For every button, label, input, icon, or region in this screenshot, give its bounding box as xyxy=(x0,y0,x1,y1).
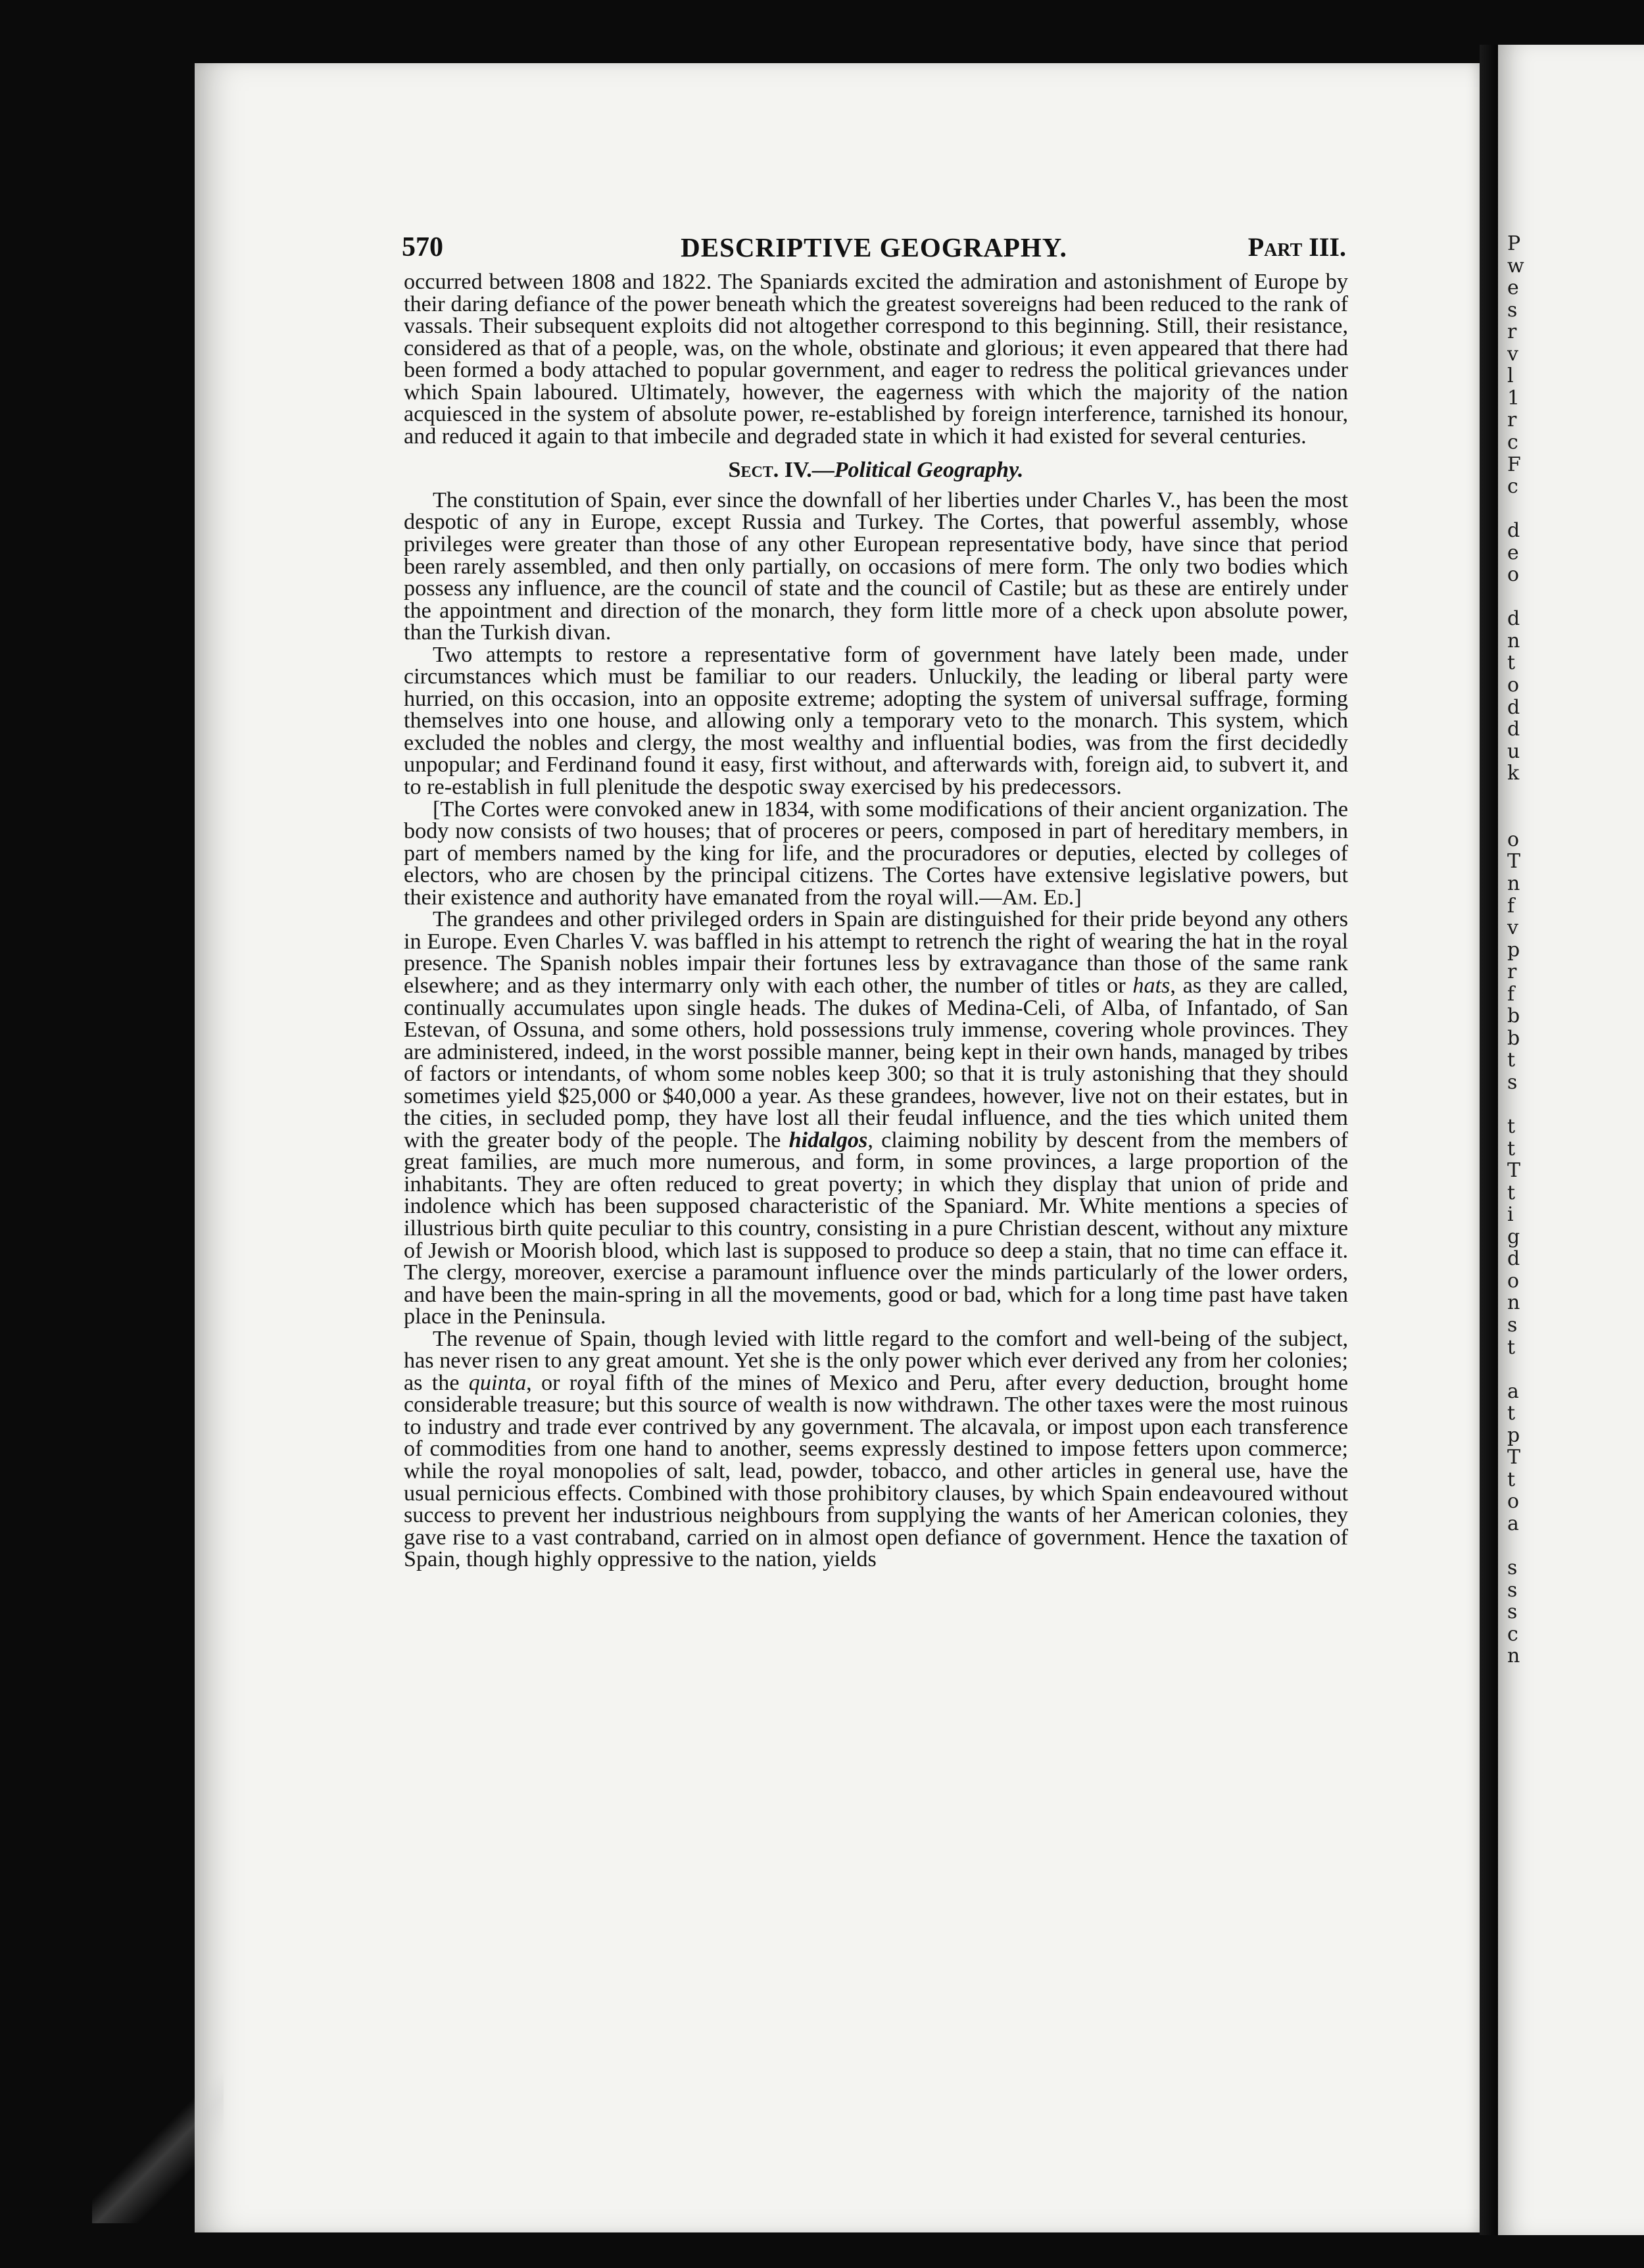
editor-note-close: ] xyxy=(1074,885,1082,910)
paragraph-representative-attempts: Two attempts to restore a representative form of government have lately been made, under circumstances which must be familiar to our readers. Unluckily, the leading or liberal party were hurried, on this occasion, into an opposite extreme; adopting the system of universal suffrage, forming themselves into one house, and allowing only a temporary veto to the monarch. This system, which excluded the nobles and clergy, the most wealthy and influential bodies, was from the first decidedly unpopular; and Ferdinand found it easy, first without, and afterwards with, foreign aid, to subvert it, and to re-establish in full plenitude the despotic sway exercised by his predecessors. xyxy=(404,642,1348,800)
facing-page-letter: e xyxy=(1507,276,1519,300)
editor-signature: Am. Ed. xyxy=(1002,885,1075,910)
gutter-shadow xyxy=(1480,45,1498,2235)
facing-page-letter: 1 xyxy=(1507,386,1520,410)
grandees-text-b: , as they are called, continually accumulates upon single heads. The dukes of Medina-Celi, of Alba, of Infantado, of San Estevan, of Ossuna, and some others, hold possessions truly immense, covering whole provinces. They are administered, indeed, in the worst possible manner, being kept in their own hands, managed by tribes of factors or intendants, of whom some nobles keep 300; so that it is truly astonishing that they should sometimes yield $25,000 or $40,000 a year. As these grandees, however, live not on their estates, but in the cities, in secluded pomp, they have lost all their feudal influence, and the ties which united them with the greater body of the people. The xyxy=(404,973,1348,1152)
facing-page-letter: l xyxy=(1507,364,1514,388)
facing-page-letter: a xyxy=(1507,1379,1519,1403)
page-number: 570 xyxy=(402,232,443,262)
section-label: Sect. IV.— xyxy=(728,458,834,483)
facing-page-letter: s xyxy=(1507,1556,1518,1579)
facing-page-letter: f xyxy=(1507,982,1515,1006)
facing-page-letter: F xyxy=(1507,453,1521,476)
facing-page-letter: v xyxy=(1507,342,1518,366)
facing-page-letter: e xyxy=(1507,541,1519,564)
term-quinta: quinta xyxy=(468,1370,527,1395)
facing-page-letter: t xyxy=(1507,1115,1516,1138)
term-hats: hats xyxy=(1132,973,1171,998)
facing-page-letter: s xyxy=(1507,298,1518,322)
facing-page-letter: g xyxy=(1507,1225,1520,1248)
facing-page-letter: o xyxy=(1507,1269,1520,1293)
facing-page-letter: c xyxy=(1507,430,1518,454)
facing-page-letter: d xyxy=(1507,695,1520,719)
facing-page-letter: n xyxy=(1507,1291,1520,1315)
facing-page-letter: n xyxy=(1507,1644,1520,1668)
editor-note-text: [The Cortes were convoked anew in 1834, with some modifications of their ancient organization. The body now consists of two houses; that of proceres or peers, composed in part of hereditary members, in part of members named by the king for life, and the procuradores or deputies, elected by colleges of electors, who are chosen by the principal citizens. The Cortes have extensive legislative powers, but their existence and authority have emanated from the royal will.— xyxy=(404,797,1348,910)
facing-page-letter: r xyxy=(1507,960,1517,984)
facing-page-letter: t xyxy=(1507,1181,1516,1204)
facing-page-letter: i xyxy=(1507,1203,1514,1227)
facing-page-letter: w xyxy=(1507,254,1524,278)
facing-page-letter: n xyxy=(1507,629,1520,653)
revenue-text-a: The revenue of Spain, though levied with little regard to the comfort and well-being of the subject, has never risen to any great amount. Yet she is the only power which ever derived any from her colonies; as the xyxy=(404,1326,1348,1395)
page-corner-mark xyxy=(92,2072,224,2223)
facing-page-letter: t xyxy=(1507,1467,1516,1491)
facing-page-letter: r xyxy=(1507,320,1517,344)
grandees-text-c: , claiming nobility by descent from the members of great families, are much more numerous, and form, in some provinces, a large proportion of the inhabitants. They are often reduced to great poverty; in which they display that union of pride and indolence which has been supposed characteristic of the Spaniard. Mr. White mentions a species of illustrious birth quite peculiar to this country, consisting in a pure Christian descent, without any mixture of Jewish or Moorish blood, which last is supposed to produce so deep a stain, that no time can efface it. The clergy, moreover, exercise a paramount influence over the minds particularly of the lower orders, and have been the main-spring in all the movements, good or bad, which for a long time past have taken place in the Peninsula. xyxy=(404,1127,1348,1329)
facing-page-letter: P xyxy=(1507,232,1521,255)
revenue-text-b: , or royal fifth of the mines of Mexico and Peru, after every deduction, brought home considerable treasure; but this source of wealth is now withdrawn. The other taxes were the most ruinous to industry and trade ever contrived by any government. The alcavala, or impost upon each transference of commodities from one hand to another, seems expressly destined to impose fetters upon commerce; while the royal monopolies of salt, lead, powder, tobacco, and other articles in general use, have the usual pernicious effects. Combined with those prohibitory clauses, by which Spain endeavoured without success to prevent her industrious neighbours from supplying the wants of her American colonies, they gave rise to a vast contraband, carried on in almost open defiance of government. Hence the taxation of Spain, though highly oppressive to the nation, yields xyxy=(404,1370,1348,1572)
facing-page-letter: s xyxy=(1507,1313,1518,1337)
facing-page-letter: r xyxy=(1507,408,1517,432)
facing-page-letter: T xyxy=(1507,1159,1521,1183)
facing-page-letter: f xyxy=(1507,894,1515,918)
facing-page-letter: t xyxy=(1507,651,1516,675)
facing-page-letter: p xyxy=(1507,938,1520,962)
paragraph-revenue xyxy=(404,1328,1348,1571)
section-heading xyxy=(404,459,1348,481)
facing-page-letter: k xyxy=(1507,762,1520,785)
facing-page-edge xyxy=(1498,45,1644,2235)
facing-page-letter: t xyxy=(1507,1048,1516,1072)
facing-page-letter: p xyxy=(1507,1423,1520,1447)
term-hidalgos: hidalgos xyxy=(788,1127,868,1152)
facing-page-letter: u xyxy=(1507,739,1520,763)
facing-page-letter: t xyxy=(1507,1137,1516,1160)
running-title: DESCRIPTIVE GEOGRAPHY. xyxy=(681,232,1067,262)
facing-page-letter: s xyxy=(1507,1600,1518,1624)
facing-page-letter: c xyxy=(1507,1622,1518,1646)
facing-page-letter: T xyxy=(1507,1446,1521,1469)
facing-page-letter: d xyxy=(1507,607,1520,631)
paragraph-constitution: The constitution of Spain, ever since the downfall of her liberties under Charles V., has been the most despotic of any in Europe, except Russia and Turkey. The Cortes, that powerful assembly, whose privileges were greater than those of any other European representative body, have since that period been rarely assembled, and then only partially, on occasions of mere form. The only two bodies which possess any influence, are the council of state and the council of Castile; but as these are entirely under the appointment and direction of the monarch, they form little more of a check upon absolute power, than the Turkish divan. xyxy=(404,487,1348,645)
facing-page-letter: v xyxy=(1507,916,1518,940)
facing-page-letter: o xyxy=(1507,674,1520,697)
running-header xyxy=(402,232,1346,263)
part-label: Part III. xyxy=(1247,232,1346,262)
section-title: Political Geography. xyxy=(834,458,1024,483)
facing-page-letter: o xyxy=(1507,563,1520,587)
paragraph-grandees xyxy=(404,908,1348,1327)
facing-page-letter: s xyxy=(1507,1578,1518,1602)
grandees-text-a: The grandees and other privileged orders in Spain are distinguished for their pride beyond any others in Europe. Even Charles V. was baffled in his attempt to retrench the right of wearing the hat in the royal presence. The Spanish nobles impair their fortunes less by extravagance than those of the same rank elsewhere; and as they intermarry only with each other, the number of titles or xyxy=(404,907,1348,998)
facing-page-letter: c xyxy=(1507,475,1518,499)
facing-page-letter: t xyxy=(1507,1402,1516,1425)
paragraph-continued: occurred between 1808 and 1822. The Spaniards excited the admiration and astonishment of Europe by their daring defiance of the power beneath which the greatest sovereigns had been reduced to the rank of vassals. Their subsequent exploits did not altogether correspond to this beginning. Still, their resistance, considered as that of a people, was, on the whole, obstinate and glorious; it even appeared that there had been formed a body attached to popular government, and eager to redress the political grievances under which Spain laboured. Ultimately, however, the eagerness with which the majority of the nation acquiesced in the system of absolute power, re-established by foreign interference, tarnished its honour, and reduced it again to that imbecile and degraded state in which it had existed for several centuries. xyxy=(404,270,1348,449)
facing-page-letter: o xyxy=(1507,827,1520,851)
facing-page-letter: a xyxy=(1507,1512,1519,1535)
facing-page-letter: b xyxy=(1507,1026,1520,1050)
facing-page-letter: d xyxy=(1507,718,1520,741)
facing-page-letter: T xyxy=(1507,850,1521,874)
facing-page-letter: o xyxy=(1507,1490,1520,1514)
facing-page-letter: t xyxy=(1507,1335,1516,1359)
facing-page-letter: d xyxy=(1507,1247,1520,1271)
page-body xyxy=(404,271,1348,1571)
facing-page-letter: s xyxy=(1507,1070,1518,1094)
editor-note xyxy=(404,799,1348,909)
facing-page-letter: b xyxy=(1507,1004,1520,1028)
facing-page-letter: d xyxy=(1507,519,1520,543)
facing-page-letter: n xyxy=(1507,872,1520,895)
